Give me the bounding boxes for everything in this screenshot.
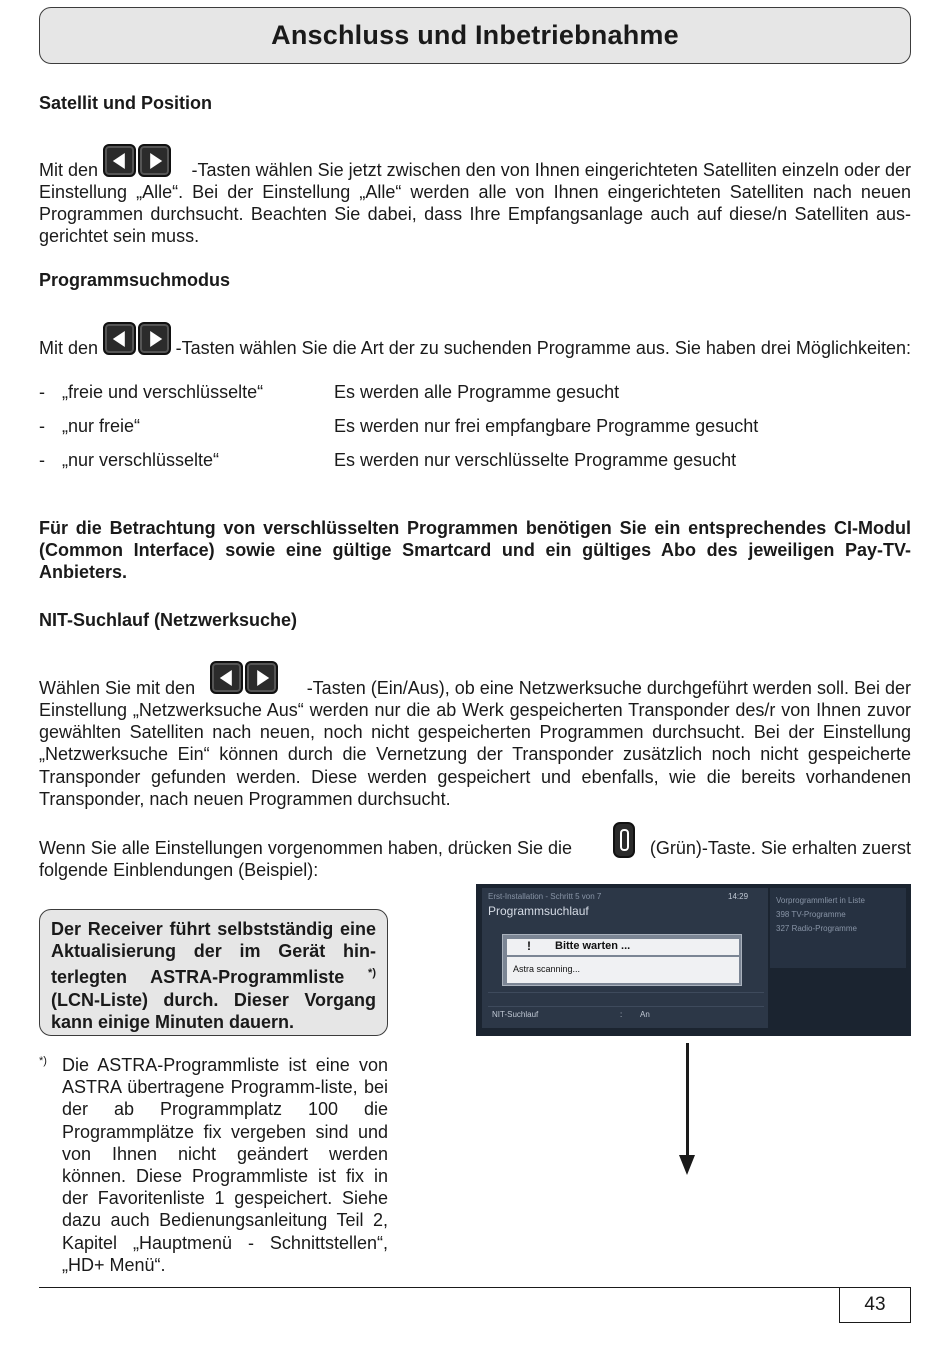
section2-line1-pre: Mit den [39, 338, 99, 358]
green-key-line2: folgende Einblendungen (Beispiel): [39, 860, 319, 880]
arrow-right-key-icon [138, 322, 171, 355]
page-number: 43 [839, 1287, 911, 1323]
arrow-right-key-icon [245, 661, 278, 694]
screen-row-label: NIT-Suchlauf [492, 1010, 539, 1019]
screen-header: Programmsuchlauf [488, 904, 589, 918]
option-dash: - [39, 382, 45, 402]
left-right-keys-icon [103, 144, 171, 177]
screen-row [488, 992, 764, 1004]
screen-row-value: An [640, 1010, 650, 1019]
arrow-right-key-icon [138, 144, 171, 177]
section1-line1-post: -Tasten wählen Sie jetzt zwischen den von Ihnen eingerichteten Satelliten einzeln oder der [191, 160, 911, 180]
screen-right-line1: Vorprogrammliert in Liste [776, 896, 865, 905]
warning-icon: ! [527, 939, 531, 953]
screen-time: 14:29 [728, 892, 749, 901]
screen-row-separator: : [620, 1010, 623, 1019]
screen-right-line3: 327 Radio-Programme [776, 924, 857, 933]
section2-line1-post: -Tasten wählen Sie die Art der zu suchenden Programme aus. Sie haben drei Möglichkeiten: [175, 338, 911, 358]
astra-update-note [39, 909, 388, 1036]
heading-satellit: Satellit und Position [39, 93, 213, 113]
receiver-screenshot [476, 884, 911, 1036]
option-dash: - [39, 416, 45, 436]
heading-programmsuchmodus: Programmsuchmodus [39, 270, 231, 290]
screen-right-line2: 398 TV-Programme [776, 910, 846, 919]
down-arrow-icon [679, 1155, 695, 1175]
astra-update-note-text [51, 918, 376, 1033]
option-dash: - [39, 450, 45, 470]
option-label: „nur freie“ [62, 416, 141, 436]
option-description: Es werden nur verschlüsselte Programme gesucht [334, 450, 737, 470]
green-key-icon [613, 822, 635, 858]
left-right-keys-icon [103, 322, 171, 355]
green-key-line-pre: Wenn Sie alle Einstellungen vorgenommen haben, drücken Sie die [39, 838, 573, 858]
note-text-part2: (LCN-Liste) durch. Dieser Vorgang kann einige Minuten dauern. [51, 989, 376, 1032]
ci-module-note: Für die Betrachtung von verschlüsselten Programmen benötigen Sie ein entsprechendes CI-Modul (Common Interface) sowie eine gültige Smartcard und ein gültiges Abo des jeweiligen Pay-TV-Anbieters. [39, 518, 911, 583]
page-title-box [39, 7, 911, 64]
section3-paragraph: Einstellung „Netzwerksuche Aus“ werden nur die ab Werk gespeicherten Transponder des/r von Ihnen zuvor gewählten Satelliten nach neuen, noch nicht gespeicherten Programmen durchsucht. Bei der Einstellung „Netzwerksuche Ein“ können durch die Vernetzung der Transponder zusätzlich noch nicht gespeicherte Transponder gefunden werden. Diese werden gespeichert und ebenfalls, wie die bereits vorhandenen Transponder, nach neuen Programmen durchsucht. [39, 700, 911, 809]
option-description: Es werden nur frei empfangbare Programme gesucht [334, 416, 759, 436]
heading-nit-suchlauf: NIT-Suchlauf (Netzwerksuche) [39, 610, 298, 630]
section3-line1-pre: Wählen Sie mit den [39, 678, 196, 698]
left-right-keys-icon [210, 661, 278, 694]
section3-line1-post: -Tasten (Ein/Aus), ob eine Netzwerksuche durchgeführt werden soll. Bei der [306, 678, 911, 698]
wait-dialog-message: Astra scanning... [513, 964, 581, 974]
footer-rule [39, 1287, 840, 1288]
page-title: Anschluss und Inbetriebnahme [271, 20, 679, 50]
screen-row [488, 1006, 764, 1018]
option-label: „nur verschlüsselte“ [62, 450, 220, 470]
wait-dialog-body [507, 957, 739, 983]
footnote-marker: *) [368, 967, 376, 980]
screen-breadcrumb: Erst-Installation - Schritt 5 von 7 [488, 892, 602, 901]
section1-paragraph: Einstellung „Alle“. Bei der Einstellung „Alle“ werden alle von Ihnen eingerichteten Satelliten nach neuen Programmen durchsucht. Beachten Sie dabei, dass Ihre Empfangsanlage auch auf diese/n Satelliten aus-gerichtet sein muss. [39, 182, 911, 247]
wait-dialog [502, 934, 742, 986]
footnote-text: Die ASTRA-Programmliste ist eine von ASTRA übertragene Programm-liste, bei der ab Programmplatz 100 die Programmplätze fix vergeben sind und von Ihnen nicht geändert werden können. Diese Programmliste ist fix in der Favoritenliste 1 gespeichert. Siehe dazu auch Bedienungsanleitung Teil 2, Kapitel „Hauptmenü - Schnittstellen“, „HD+ Menü“. [62, 1055, 388, 1275]
arrow-left-key-icon [103, 322, 136, 355]
green-key-line-post: (Grün)-Taste. Sie erhalten zuerst [649, 838, 911, 858]
section1-line1-pre: Mit den [39, 160, 99, 180]
arrow-left-key-icon [103, 144, 136, 177]
wait-dialog-titlebar [507, 939, 739, 955]
note-text-part1: Der Receiver führt selbstständig eine Aktualisierung der im Gerät hin-terlegten ASTRA-Programmliste [51, 919, 376, 988]
arrow-left-key-icon [210, 661, 243, 694]
down-arrow-shaft [686, 1043, 689, 1158]
option-description: Es werden alle Programme gesucht [334, 382, 620, 402]
wait-dialog-title: Bitte warten ... [555, 940, 631, 952]
footnote-mark: *) [39, 1055, 47, 1067]
option-label: „freie und verschlüsselte“ [62, 382, 264, 402]
